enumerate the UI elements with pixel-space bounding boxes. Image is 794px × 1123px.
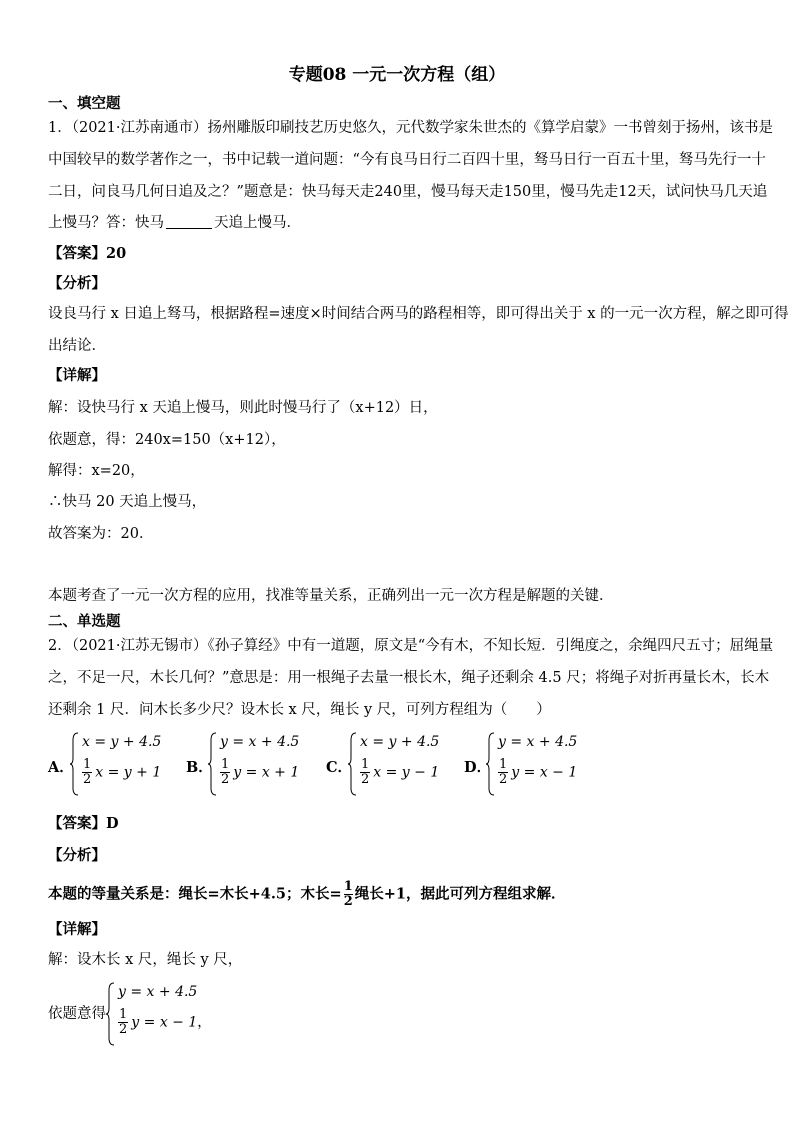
equation-2: $\frac{1}{2}$ y = x − 1 [499, 757, 578, 787]
q1-detail-line-1: 解：设快马行 x 天追上慢马，则此时慢马行了（x+12）日， [48, 400, 438, 416]
q2-solution-system [106, 982, 246, 1046]
equation-2: $\frac{1}{2}$ x = y + 1 [83, 757, 162, 787]
equation-2: $\frac{1}{2}$ y = x + 1 [221, 757, 300, 787]
option-label: A． [48, 759, 74, 776]
equation-1: y = x + 4.5 [498, 734, 578, 750]
equation-1: y = x + 4.5 [118, 984, 198, 1000]
equation-system [106, 982, 226, 1046]
analysis-text-part-1: 本题的等量关系是：绳长=木长+4.5；木长= [48, 885, 342, 903]
q1-text-line-3: 二日，问良马几何日追及之？”题意是：快马每天走240里，慢马每天走150里，慢马先走12天，试问快马几天追 [48, 184, 768, 200]
q1-detail-heading: 【详解】 [48, 367, 106, 384]
page-title: 专题08 一元一次方程（组） [288, 65, 506, 85]
left-brace-icon [208, 732, 218, 796]
equation-1: y = x + 4.5 [220, 734, 300, 750]
fraction: $\frac{1}{2}$ [361, 757, 370, 787]
q1-question-end: 天追上慢马． [214, 215, 301, 231]
q2-detail-heading: 【详解】 [48, 921, 106, 938]
q1-detail-line-4: ∴快马 20 天追上慢马， [48, 494, 207, 510]
section-heading-single-choice: 二、单选题 [48, 613, 121, 630]
fraction: $\frac{1}{2}$ [221, 757, 230, 787]
q2-analysis-line [48, 880, 748, 909]
equation-1: x = y + 4.5 [82, 734, 162, 750]
q2-analysis-heading: 【分析】 [48, 847, 106, 864]
q1-answer: 【答案】20 [48, 245, 127, 262]
fraction: $\frac{1}{2}$ [343, 879, 353, 909]
left-brace-icon [70, 732, 80, 796]
left-brace-icon [486, 732, 496, 796]
left-brace-icon [348, 732, 358, 796]
equation-system [70, 732, 190, 796]
equation-2: $\frac{1}{2}$ x = y − 1 [361, 757, 440, 787]
q2-answer: 【答案】D [48, 815, 119, 832]
left-brace-icon [106, 982, 116, 1046]
equation-system [208, 732, 328, 796]
section-heading-fill-blank: 一、填空题 [48, 95, 121, 112]
q1-text-line-2: 中国较早的数学著作之一，书中记载一道问题：“今有良马日行二百四十里，驽马日行一百五十里，驽马先行一十 [48, 152, 766, 168]
q1-detail-line-5: 故答案为：20． [48, 526, 154, 542]
q1-analysis-line-1: 设良马行 x 日追上驽马，根据路程=速度×时间结合两马的路程相等，即可得出关于 x 的一元一次方程，解之即可得 [48, 306, 789, 322]
fraction: $\frac{1}{2}$ [119, 1007, 128, 1037]
equation-system [486, 732, 606, 796]
q1-detail-line-2: 依题意，得：240x=150（x+12）， [48, 432, 286, 448]
q1-analysis-heading: 【分析】 [48, 275, 106, 292]
analysis-text-part-2: 绳长+1，据此可列方程组求解． [354, 885, 566, 903]
q1-detail-line-3: 解得：x=20， [48, 463, 145, 479]
q1-summary: 本题考查了一元一次方程的应用，找准等量关系，正确列出一元一次方程是解题的关键． [48, 588, 614, 604]
equation-system [348, 732, 468, 796]
q2-detail-line-1: 解：设木长 x 尺，绳长 y 尺， [48, 952, 243, 968]
trailing-comma: ， [197, 1014, 212, 1031]
q1-text-line-1: 1．（2021·江苏南通市）扬州雕版印刷技艺历史悠久，元代数学家朱世杰的《算学启蒙》一书曾刻于扬州，该书是 [48, 120, 773, 136]
q1-analysis-line-2: 出结论． [48, 338, 106, 354]
option-label: B． [186, 759, 213, 776]
q2-text-line-3: 还剩余 1 尺．问木长多少尺？设木长 x 尺，绳长 y 尺，可列方程组为（ ） [48, 702, 551, 718]
option-label: D． [464, 759, 492, 776]
equation-1: x = y + 4.5 [360, 734, 440, 750]
equation-2: $\frac{1}{2}$ y = x − 1， [119, 1007, 212, 1037]
q2-text-line-2: 之，不足一尺，木长几何？”意思是：用一根绳子去量一根长木，绳子还剩余 4.5 尺；将绳子对折再量长木，长木 [48, 670, 770, 686]
fraction: $\frac{1}{2}$ [499, 757, 508, 787]
q2-text-line-1: 2．（2021·江苏无锡市）《孙子算经》中有一道题，原文是“今有木，不知长短．引绳度之，余绳四尺五寸；屈绳量 [48, 638, 774, 654]
q1-answer-blank [166, 214, 212, 229]
q1-question-tail: 上慢马？答：快马 [48, 215, 164, 231]
option-label: C． [326, 759, 353, 776]
fraction: $\frac{1}{2}$ [83, 757, 92, 787]
q1-text-line-4 [48, 213, 748, 233]
q2-detail-line-2: 依题意得 [48, 1006, 106, 1022]
